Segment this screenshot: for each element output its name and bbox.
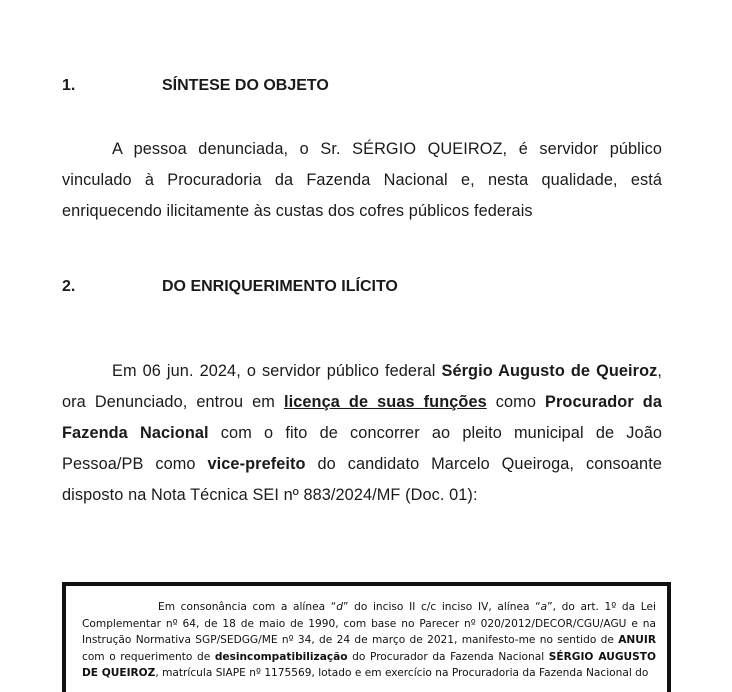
text-run: com o requerimento de xyxy=(82,650,215,663)
bold-office: vice-prefeito xyxy=(207,455,306,473)
bold-name: SÉRGIO AUGUSTO DE QUEIROZ xyxy=(82,650,656,679)
text-run: Em 06 jun. 2024, o servidor público federal xyxy=(112,362,442,380)
italic-letter: a xyxy=(540,601,548,613)
text-run: com o fito de concorrer ao pleito municipal de João Pessoa/PB como xyxy=(62,424,663,473)
bold-term: desincompatibilização xyxy=(214,650,348,663)
paragraph-illicit-enrichment xyxy=(62,356,662,511)
text-run: ”, do art. 1º da Lei Complementar nº 64, de 18 de maio de 1990, com base no Parecer nº 020/2012/DECOR/CGU/AGU e na Instrução Normativa SGP/SEDGG/ME nº 34, de 24 de março de 2021, manifesto-me no sentido de xyxy=(82,601,656,646)
section-title: DO ENRIQUERIMENTO ILÍCITO xyxy=(162,278,398,295)
bold-role: Procurador da Fazenda Nacional xyxy=(62,393,662,442)
section-number: 1. xyxy=(62,77,76,94)
quoted-document-excerpt xyxy=(62,582,671,692)
text-run: , matrícula SIAPE nº 1175569, lotado e em exercício na Procuradoria da Fazenda Nacional do xyxy=(155,667,649,679)
quote-text-block xyxy=(82,599,656,682)
text-run: , ora Denunciado, entrou em xyxy=(62,362,662,411)
text-run: Em consonância com a alínea “ xyxy=(158,601,337,613)
paragraph-text: A pessoa denunciada, o Sr. SÉRGIO QUEIROZ, é servidor público vinculado à Procuradoria da Fazenda Nacional e, nesta qualidade, está enriquecendo ilicitamente às custas dos cofres públicos federais xyxy=(62,140,662,220)
italic-letter: d xyxy=(336,601,343,613)
bold-name: Sérgio Augusto de Queiroz xyxy=(441,362,658,380)
paragraph-text xyxy=(62,356,662,511)
text-run: do Procurador da Fazenda Nacional xyxy=(347,650,549,663)
text-run: ” do inciso II c/c inciso IV, alínea “ xyxy=(342,601,541,613)
text-run: como xyxy=(486,393,546,411)
bold-underlined-license: licença de suas funções xyxy=(283,393,487,411)
quote-paragraph xyxy=(82,599,656,682)
text-run: do candidato Marcelo Queiroga, consoante disposto na Nota Técnica SEI nº 883/2024/MF (Doc. 01): xyxy=(62,455,662,504)
paragraph-object-summary xyxy=(62,134,662,227)
bold-anuir: ANUIR xyxy=(618,634,656,646)
section-title: SÍNTESE DO OBJETO xyxy=(162,77,329,94)
section-number: 2. xyxy=(62,278,76,295)
